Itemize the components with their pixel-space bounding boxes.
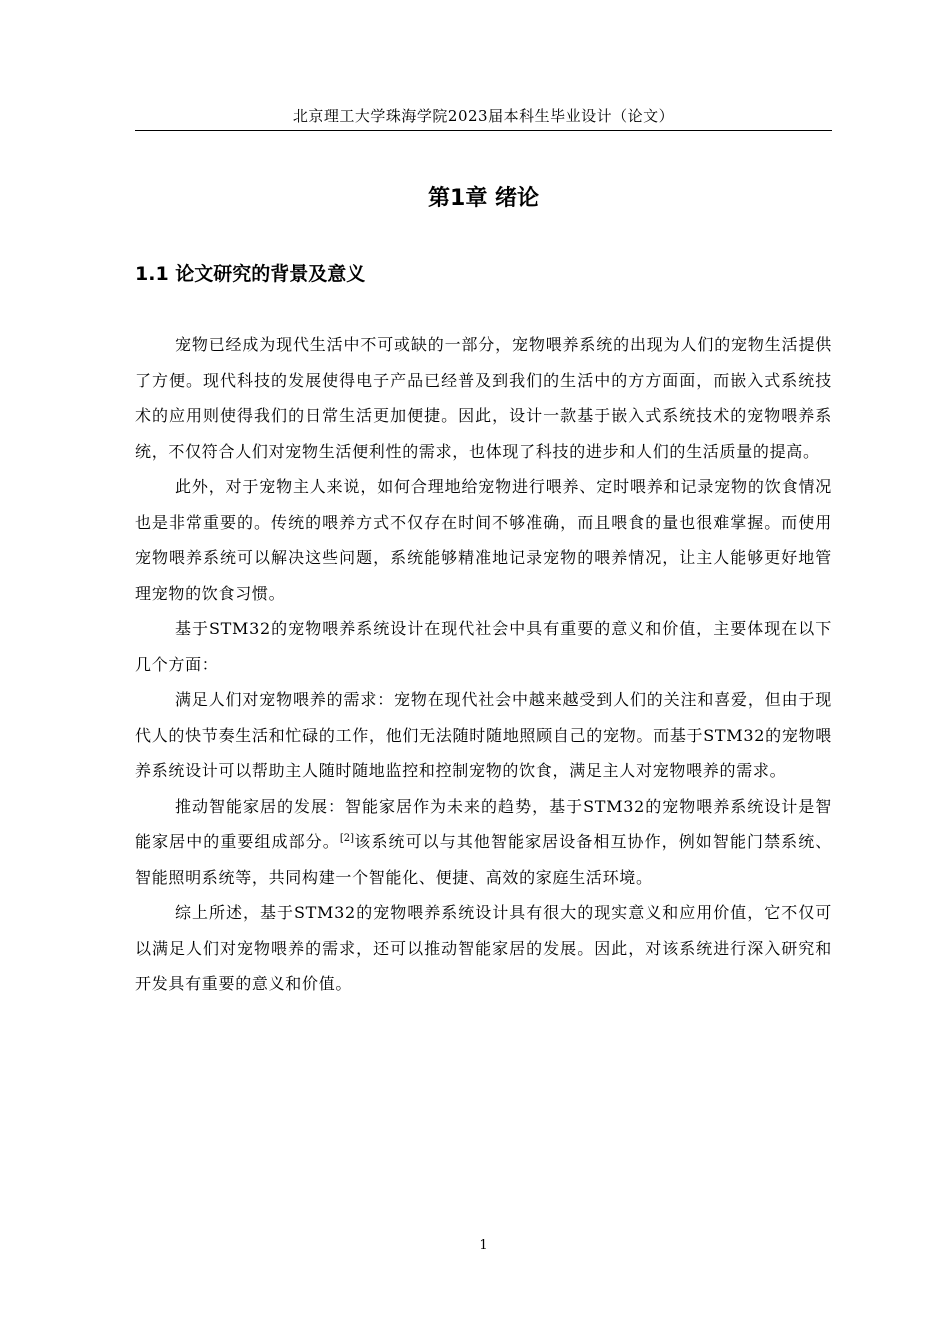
paragraph-3: 基于STM32的宠物喂养系统设计在现代社会中具有重要的意义和价值，主要体现在以下几个方面： (135, 619, 832, 674)
page-number: 1 (479, 1238, 488, 1253)
paragraph-5 (135, 789, 832, 896)
paragraph-5-text-a: 推动智能家居的发展：智能家居作为未来的趋势，基于STM32的宠物喂养系统设计是智能家居中的重要组成部分。 (135, 796, 832, 851)
paragraph-6: 综上所述，基于STM32的宠物喂养系统设计具有很大的现实意义和应用价值，它不仅可以满足人们对宠物喂养的需求，还可以推动智能家居的发展。因此，对该系统进行深入研究和开发具有重要的意义和价值。 (135, 903, 832, 993)
header-rule (135, 130, 832, 131)
chapter-title: 第1章 绪论 (428, 186, 539, 211)
paragraph-4: 满足人们对宠物喂养的需求：宠物在现代社会中越来越受到人们的关注和喜爱，但由于现代人的快节奏生活和忙碌的工作，他们无法随时随地照顾自己的宠物。而基于STM32的宠物喂养系统设计可以帮助主人随时随地监控和控制宠物的饮食，满足主人对宠物喂养的需求。 (135, 690, 832, 780)
section-title: 1.1 论文研究的背景及意义 (135, 263, 366, 285)
running-header: 北京理工大学珠海学院2023届本科生毕业设计（论文） (292, 107, 675, 125)
paragraph-2: 此外，对于宠物主人来说，如何合理地给宠物进行喂养、定时喂养和记录宠物的饮食情况也是非常重要的。传统的喂养方式不仅存在时间不够准确，而且喂食的量也很难掌握。而使用宠物喂养系统可以解决这些问题，系统能够精准地记录宠物的喂养情况，让主人能够更好地管理宠物的饮食习惯。 (135, 477, 832, 603)
paragraph-1: 宠物已经成为现代生活中不可或缺的一部分，宠物喂养系统的出现为人们的宠物生活提供了方便。现代科技的发展使得电子产品已经普及到我们的生活中的方方面面，而嵌入式系统技术的应用则使得我们的日常生活更加便捷。因此，设计一款基于嵌入式系统技术的宠物喂养系统，不仅符合人们对宠物生活便利性的需求，也体现了科技的进步和人们的生活质量的提高。 (135, 335, 832, 461)
citation-marker[interactable]: [2] (339, 833, 355, 844)
paragraph-5-text-b: 该系统可以与其他智能家居设备相互协作，例如智能门禁系统、智能照明系统等，共同构建一个智能化、便捷、高效的家庭生活环境。 (135, 832, 833, 887)
body-text (135, 327, 832, 1002)
